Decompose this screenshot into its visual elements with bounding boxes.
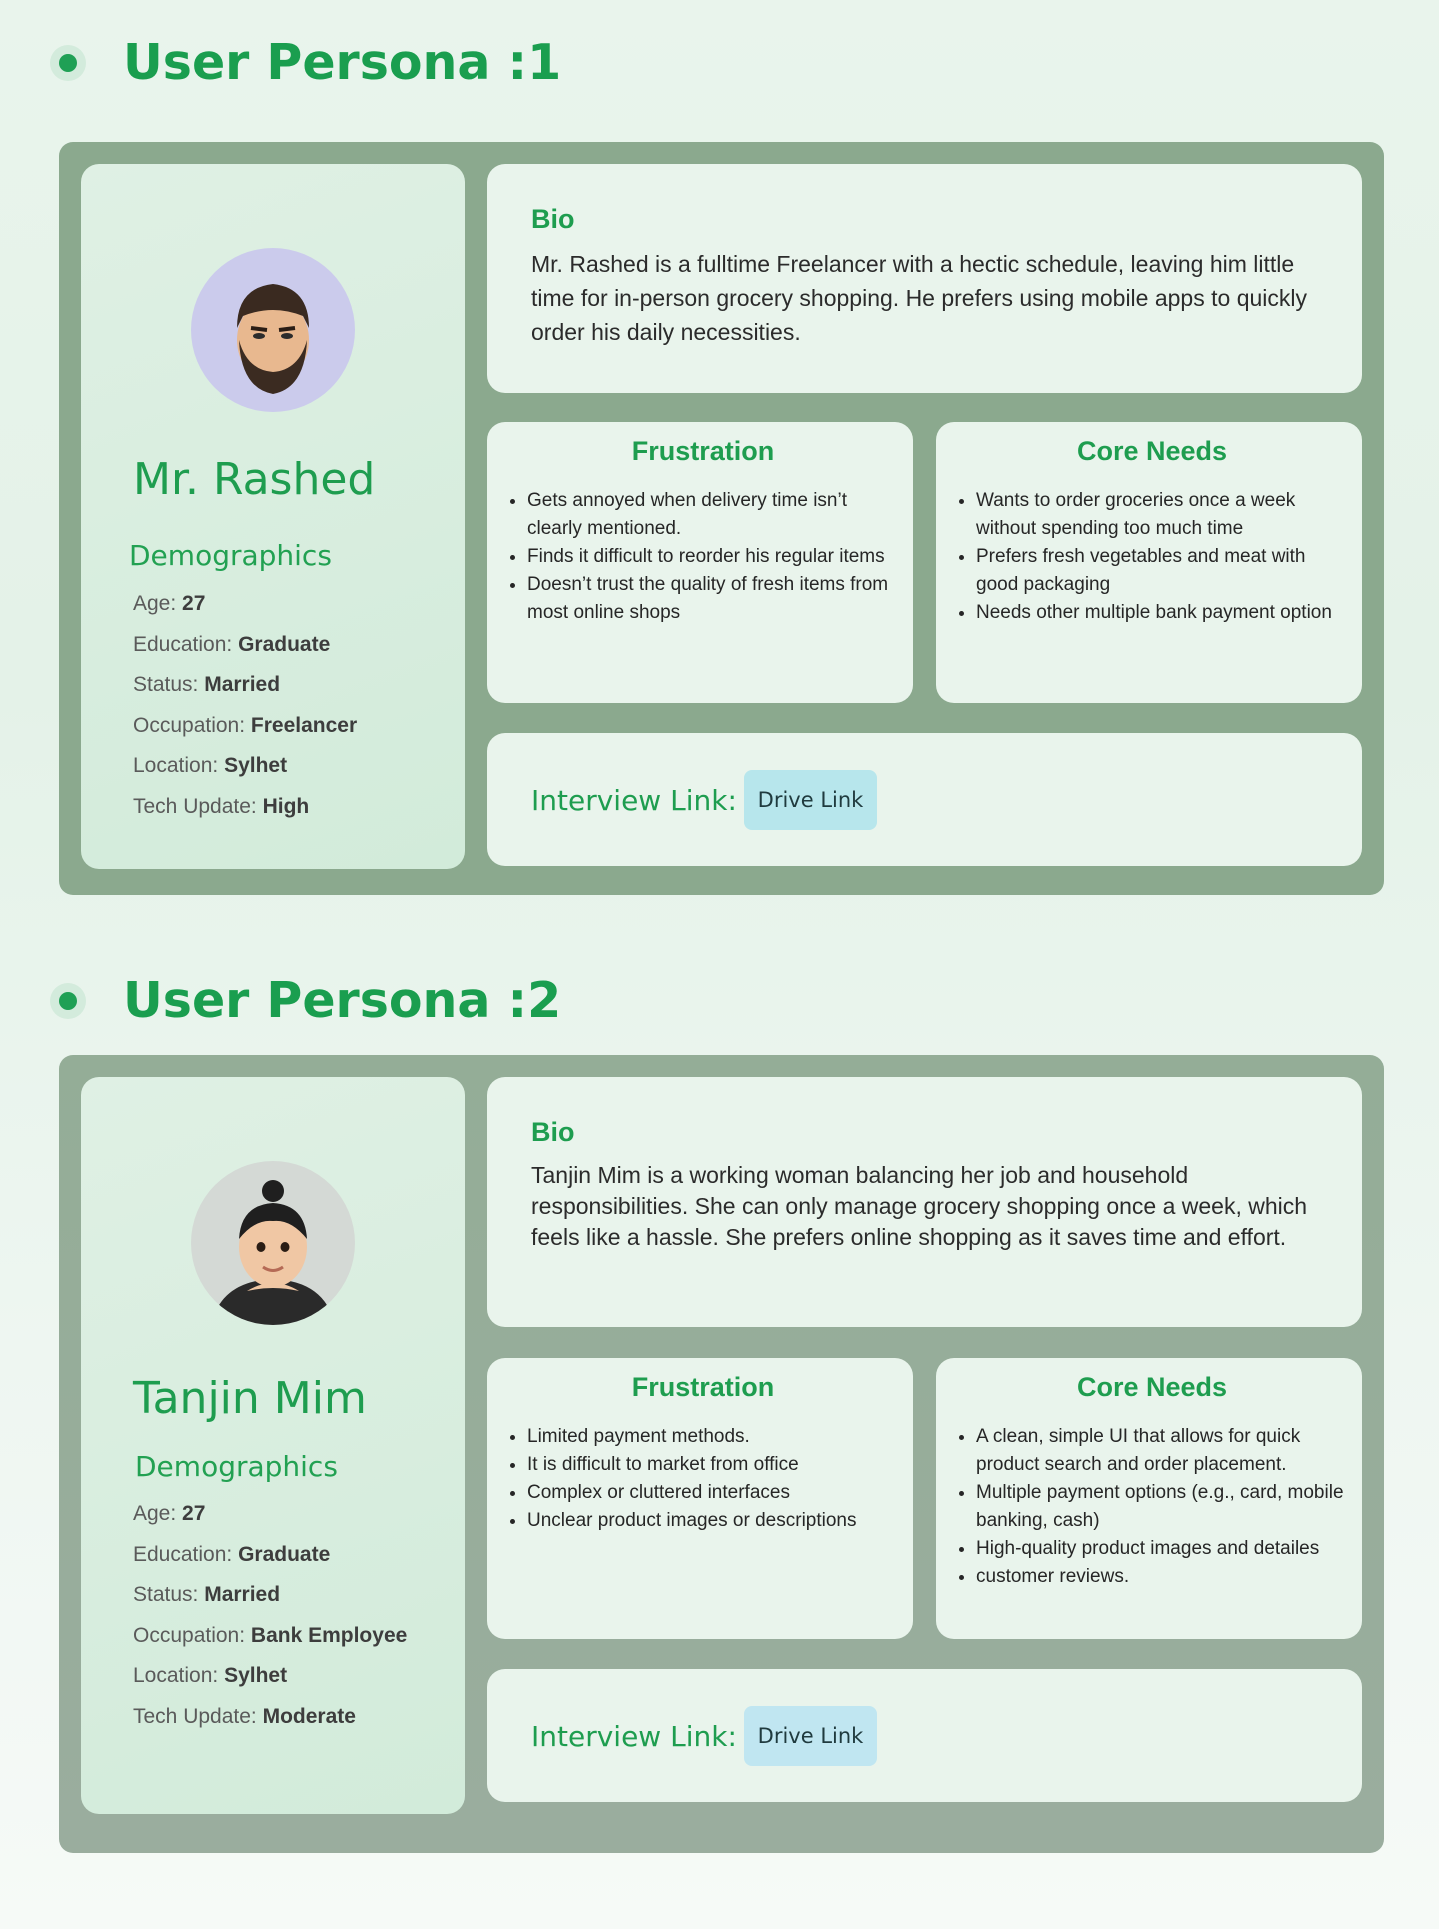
demographic-education: Education: Graduate (133, 632, 331, 656)
avatar-male-topknot (191, 1161, 355, 1325)
demographic-location: Location: Sylhet (133, 754, 288, 777)
demographic-occupation: Occupation: Freelancer (133, 713, 358, 737)
bullet-dot-icon (59, 54, 77, 72)
persona-2-interview-card (487, 1669, 1362, 1802)
persona-1-name: Mr. Rashed (133, 454, 376, 505)
list-item: • Multiple payment options (e.g., card, mobile banking, cash) (976, 1479, 1350, 1535)
demographic-age: Age: 27 (133, 592, 206, 615)
persona-1-bio-card (487, 164, 1362, 393)
demographic-tech-update: Tech Update: High (133, 794, 310, 818)
bullet-dot-icon (59, 992, 77, 1010)
demographic-age: Age: 27 (133, 1502, 206, 1525)
persona-2-panel (59, 1055, 1384, 1853)
list-item: • Prefers fresh vegetables and meat with good packaging (976, 543, 1350, 599)
list-item: • Unclear product images or descriptions (527, 1507, 901, 1535)
list-item: • customer reviews. (976, 1563, 1350, 1591)
demographic-occupation: Occupation: Bank Employee (133, 1623, 408, 1647)
frustration-title: Frustration (631, 436, 775, 466)
list-item: • High-quality product images and detailes (976, 1535, 1350, 1563)
persona-2-demographics-title: Demographics (135, 1450, 338, 1483)
core-needs-title: Core Needs (1076, 1372, 1228, 1402)
list-item: • Wants to order groceries once a week without spending too much time (976, 487, 1350, 543)
persona-1-interview-card (487, 733, 1362, 866)
list-item: • Gets annoyed when delivery time isn’t clearly mentioned. (527, 487, 901, 543)
list-item: • Limited payment methods. (527, 1423, 901, 1451)
persona-2-profile-card (81, 1077, 465, 1814)
persona-2-name: Tanjin Mim (133, 1373, 367, 1424)
core-needs-title: Core Needs (1076, 436, 1228, 466)
frustration-list (505, 1423, 901, 1535)
demographic-location: Location: Sylhet (133, 1664, 288, 1687)
list-item: • It is difficult to market from office (527, 1451, 901, 1479)
persona-1-demographics-list (133, 584, 357, 827)
drive-link-button[interactable]: Drive Link (744, 770, 877, 830)
demographic-tech-update: Tech Update: Moderate (133, 1704, 356, 1728)
persona-1-frustration-card (487, 422, 913, 703)
persona-2-avatar (191, 1161, 355, 1325)
persona-1-demographics-title: Demographics (129, 539, 332, 572)
persona-2-bio-card (487, 1077, 1362, 1327)
demographic-status: Status: Married (133, 673, 281, 696)
persona-1-avatar (191, 248, 355, 412)
bio-text: Mr. Rashed is a fulltime Freelancer with a hectic schedule, leaving him little time for in-person grocery shopping. He prefers using mobile apps to quickly order his daily necessities. (531, 251, 1307, 345)
list-item: • Finds it difficult to reorder his regular items (527, 543, 901, 571)
core-needs-list (954, 1423, 1350, 1591)
list-item: • Doesn’t trust the quality of fresh items from most online shops (527, 571, 901, 627)
frustration-list (505, 487, 901, 627)
list-item: • A clean, simple UI that allows for quick product search and order placement. (976, 1423, 1350, 1479)
core-needs-list (954, 487, 1350, 627)
persona-2-title: User Persona :2 (123, 972, 562, 1029)
persona-1-profile-card (81, 164, 465, 869)
persona-1-panel (59, 142, 1384, 895)
persona-1-title: User Persona :1 (123, 34, 562, 91)
interview-link-label: Interview Link: (531, 1720, 737, 1753)
demographic-education: Education: Graduate (133, 1542, 331, 1566)
interview-link-label: Interview Link: (531, 784, 737, 817)
bio-text: Tanjin Mim is a working woman balancing her job and household responsibilities. She can only manage grocery shopping once a week, which feels like a hassle. She prefers online shopping as it saves time and effort. (531, 1162, 1308, 1250)
persona-1-core-needs-card (936, 422, 1362, 703)
list-item: • Needs other multiple bank payment option (976, 599, 1350, 627)
avatar-male-bearded (191, 248, 355, 412)
frustration-title: Frustration (631, 1372, 775, 1402)
bio-title: Bio (531, 1117, 575, 1147)
persona-2-frustration-card (487, 1358, 913, 1639)
persona-1-heading (50, 34, 561, 91)
persona-2-demographics-list (133, 1494, 407, 1737)
list-item: • Complex or cluttered interfaces (527, 1479, 901, 1507)
drive-link-button[interactable]: Drive Link (744, 1706, 877, 1766)
persona-2-heading (50, 972, 561, 1029)
demographic-status: Status: Married (133, 1583, 281, 1606)
bio-title: Bio (531, 204, 575, 234)
persona-2-core-needs-card (936, 1358, 1362, 1639)
